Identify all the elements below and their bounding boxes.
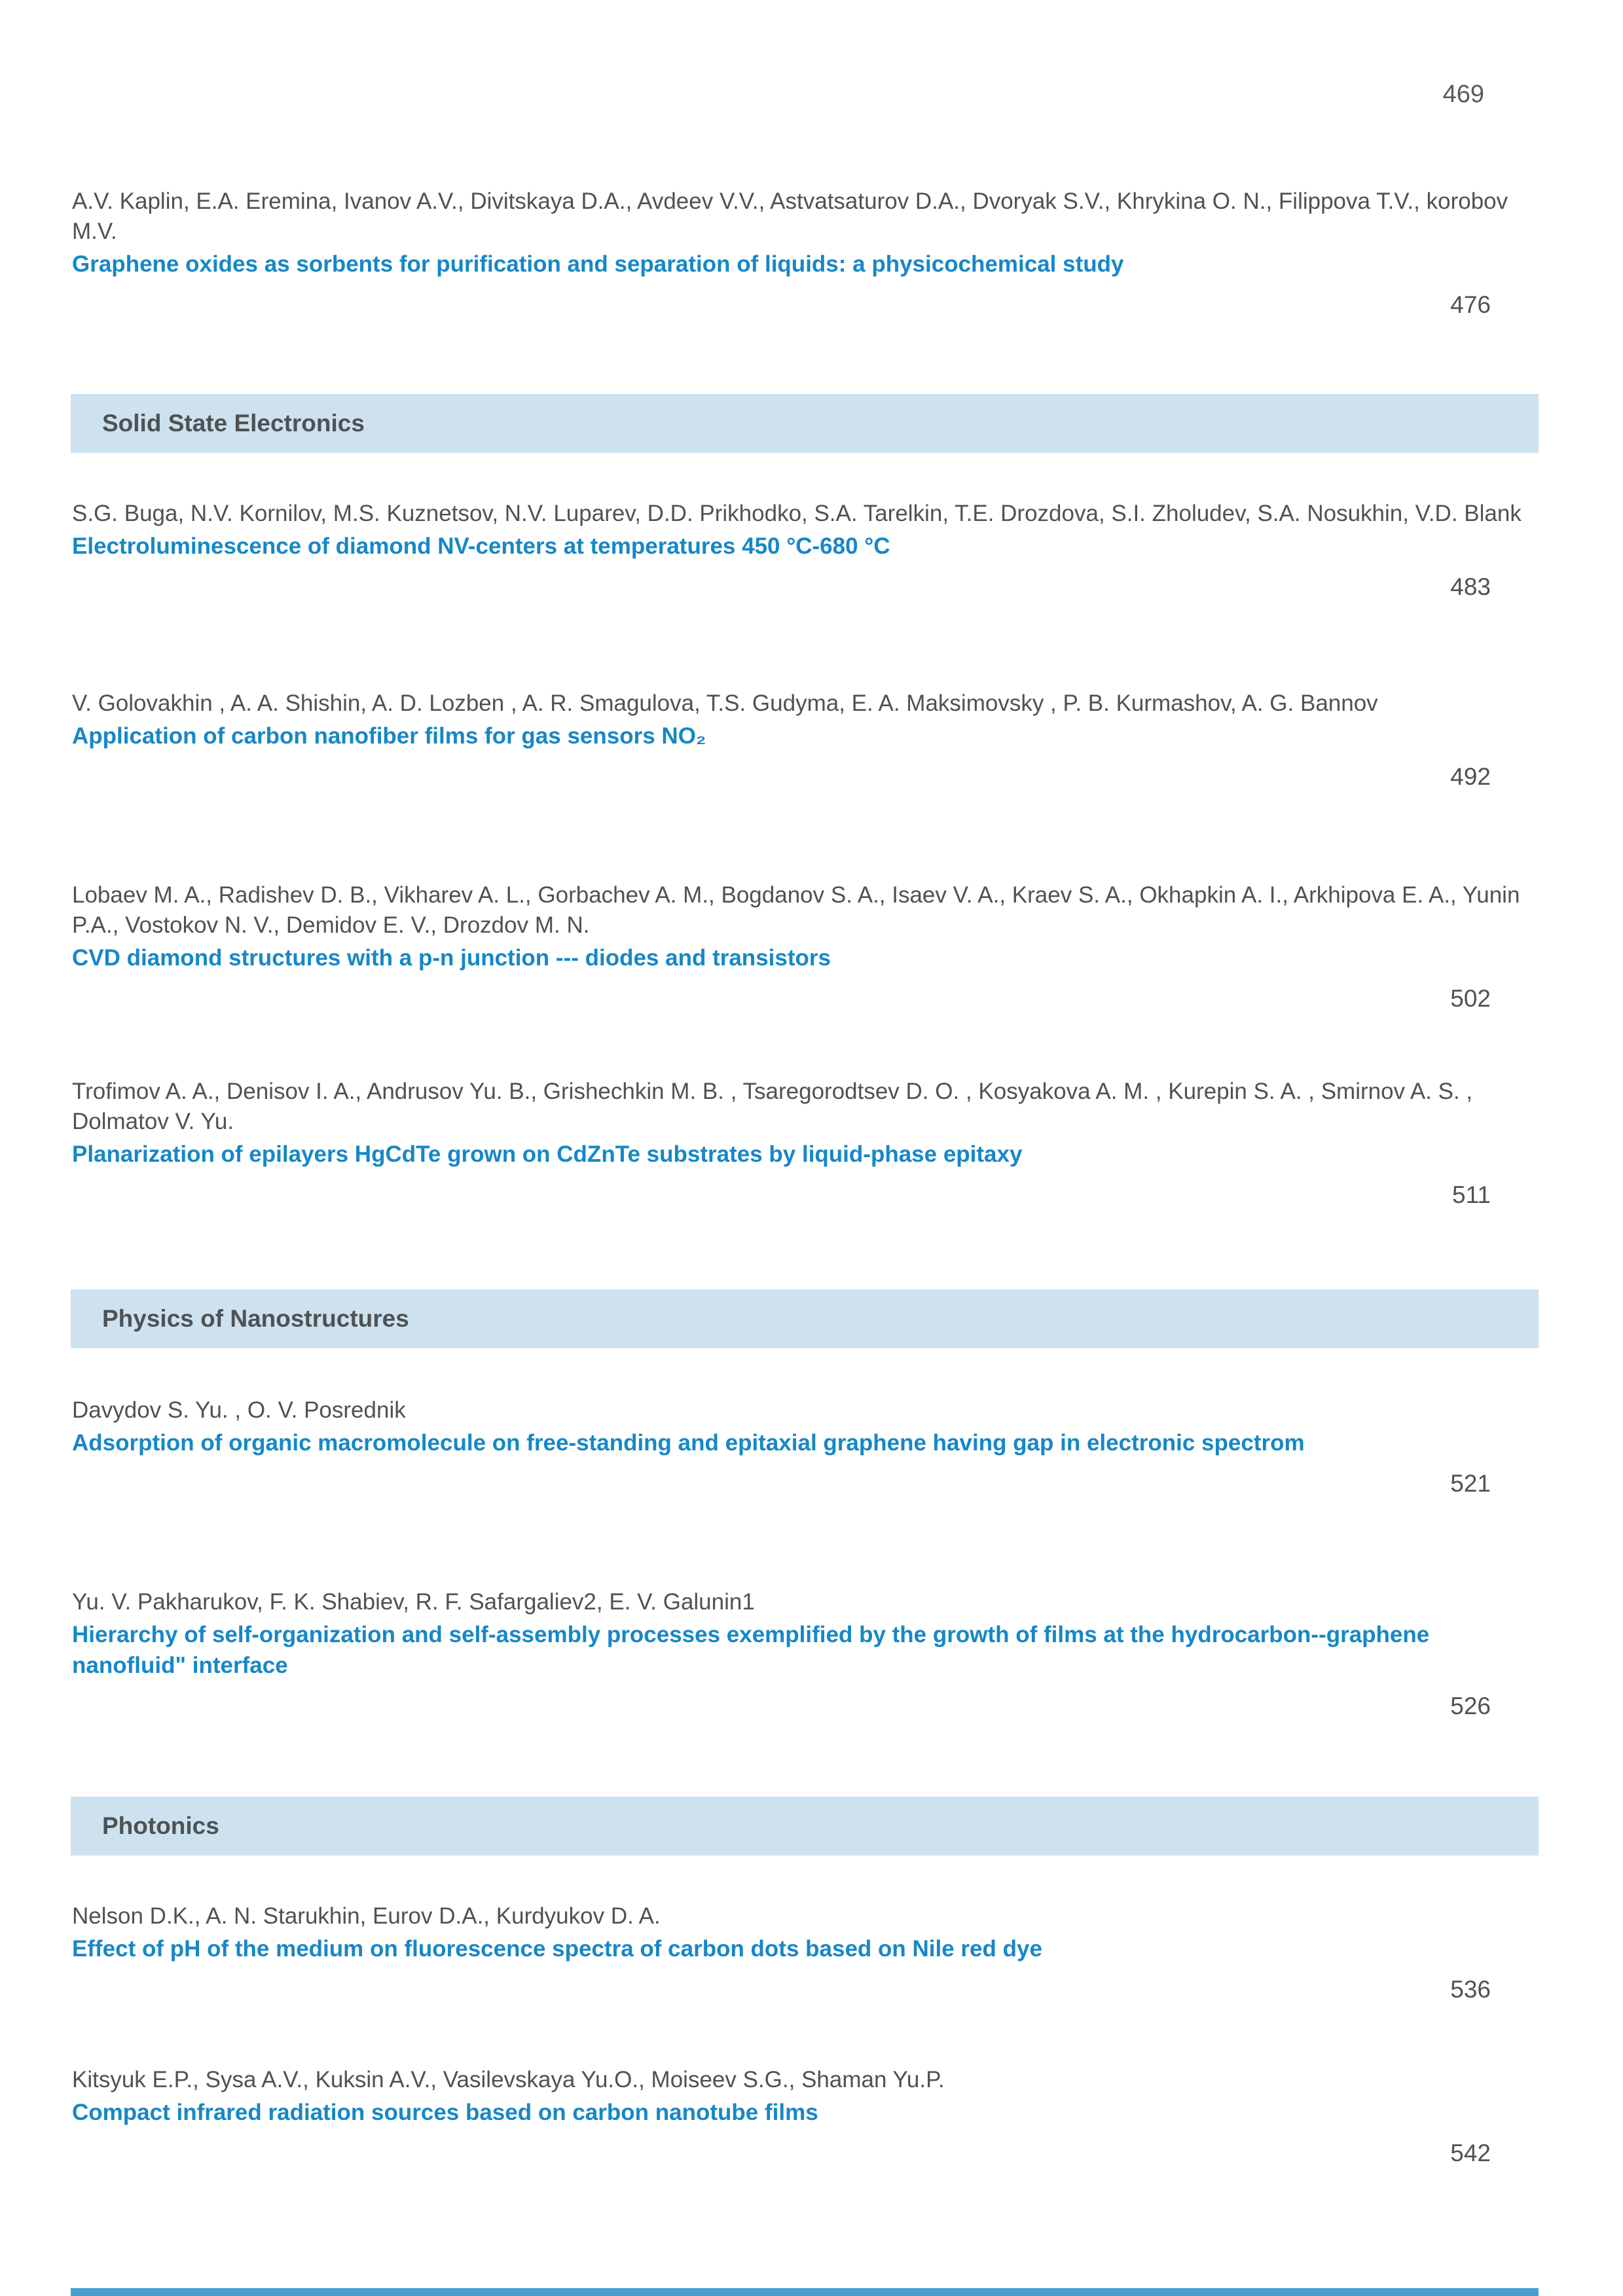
- entry-page-number: 521: [1450, 1470, 1491, 1497]
- toc-entry: [72, 1395, 1546, 1498]
- entry-title-link[interactable]: CVD diamond structures with a p-n junction --- diodes and transistors: [72, 945, 831, 971]
- entry-page-number: 536: [1450, 1976, 1491, 2003]
- toc-entry: [72, 2065, 1546, 2168]
- toc-entry: [72, 1077, 1546, 1210]
- section-header-label: Physics of Nanostructures: [102, 1305, 409, 1332]
- toc-entry: [72, 499, 1546, 601]
- toc-entry: [72, 689, 1546, 791]
- toc-entry: [72, 1587, 1546, 1721]
- entry-title-link[interactable]: Application of carbon nanofiber films for gas sensors NO₂: [72, 723, 706, 749]
- entry-authors: S.G. Buga, N.V. Kornilov, M.S. Kuznetsov, N.V. Luparev, D.D. Prikhodko, S.A. Tarelkin, T.E. Drozdova, S.I. Zholudev, S.A. Nosukhin, V.D. Blank: [72, 501, 1522, 526]
- entry-title-link[interactable]: Electroluminescence of diamond NV-centers at temperatures 450 °C-680 °C: [72, 533, 890, 559]
- entry-page-number: 526: [1450, 1693, 1491, 1719]
- section-header-photonics: [71, 1797, 1539, 1856]
- entry-authors: Yu. V. Pakharukov, F. K. Shabiev, R. F. Safargaliev2, E. V. Galunin1: [72, 1589, 755, 1615]
- entry-title-link[interactable]: Hierarchy of self-organization and self-assembly processes exemplified by the growth of films at the hydrocarbon--graphene nanofluid" interface: [72, 1622, 1430, 1678]
- section-header-label: Photonics: [102, 1812, 219, 1839]
- section-header-physics-of-nanostructures: [71, 1289, 1539, 1348]
- section-header-solid-state-electronics: [71, 394, 1539, 453]
- toc-entry: [72, 880, 1546, 1013]
- entry-page-number: 492: [1450, 763, 1491, 790]
- entry-title-link[interactable]: Compact infrared radiation sources based on carbon nanotube films: [72, 2100, 818, 2125]
- entry-page-number: 511: [1452, 1181, 1491, 1208]
- entry-page-number: 502: [1450, 985, 1491, 1012]
- entry-page-number: 542: [1450, 2140, 1491, 2166]
- section-header-label: Solid State Electronics: [102, 410, 365, 437]
- entry-authors: V. Golovakhin , A. A. Shishin, A. D. Lozben , A. R. Smagulova, T.S. Gudyma, E. A. Maksimovsky , P. B. Kurmashov, A. G. Bannov: [72, 691, 1378, 716]
- entry-page-number: 483: [1450, 573, 1491, 600]
- entry-title-link[interactable]: Effect of pH of the medium on fluorescence spectra of carbon dots based on Nile red dye: [72, 1936, 1042, 1962]
- entry-title-link[interactable]: Adsorption of organic macromolecule on free-standing and epitaxial graphene having gap in electronic spectrom: [72, 1430, 1305, 1456]
- entry-authors: Trofimov A. A., Denisov I. A., Andrusov Yu. B., Grishechkin M. B. , Tsaregorodtsev D. O. , Kosyakova A. M. , Kurepin S. A. , Smirnov A. S. , Dolmatov V. Yu.: [72, 1079, 1473, 1134]
- page-number: 469: [1442, 81, 1484, 108]
- entry-authors: A.V. Kaplin, E.A. Eremina, Ivanov A.V., Divitskaya D.A., Avdeev V.V., Astvatsaturov D.A., Dvoryak S.V., Khrykina O. N., Filippova T.V., korobov M.V.: [72, 188, 1508, 244]
- toc-entry: [72, 187, 1546, 319]
- entry-title-link[interactable]: Planarization of epilayers HgCdTe grown on CdZnTe substrates by liquid-phase epitaxy: [72, 1141, 1023, 1167]
- entry-authors: Davydov S. Yu. , O. V. Posrednik: [72, 1397, 406, 1423]
- next-section-band-cut: [71, 2288, 1539, 2296]
- entry-authors: Nelson D.K., A. N. Starukhin, Eurov D.A., Kurdyukov D. A.: [72, 1903, 661, 1929]
- entry-authors: Kitsyuk E.P., Sysa A.V., Kuksin A.V., Vasilevskaya Yu.O., Moiseev S.G., Shaman Yu.P.: [72, 2067, 945, 2092]
- entry-title-link[interactable]: Graphene oxides as sorbents for purification and separation of liquids: a physicochemical study: [72, 251, 1124, 277]
- toc-entry: [72, 1901, 1546, 2004]
- entry-authors: Lobaev M. A., Radishev D. B., Vikharev A. L., Gorbachev A. M., Bogdanov S. A., Isaev V. A., Kraev S. A., Okhapkin A. I., Arkhipova E. A., Yunin P.A., Vostokov N. V., Demidov E. V., Drozdov M. N.: [72, 882, 1520, 938]
- entry-page-number: 476: [1450, 291, 1491, 318]
